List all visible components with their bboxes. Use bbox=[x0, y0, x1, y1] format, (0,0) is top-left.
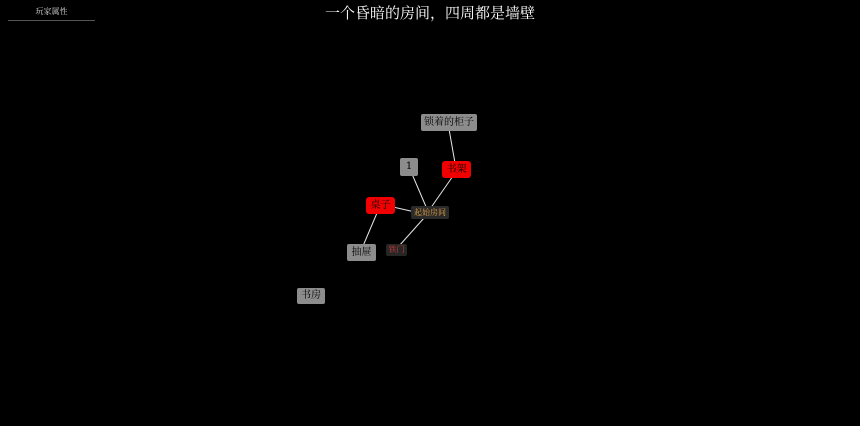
room-description: 一个昏暗的房间，四周都是墙壁 bbox=[324, 4, 535, 22]
link-start-room-to-one bbox=[412, 174, 427, 209]
link-bookshelf-to-locked-cabinet bbox=[449, 129, 455, 163]
node-start-room[interactable]: 起始房间 bbox=[411, 206, 449, 219]
link-start-room-to-bookshelf bbox=[430, 176, 453, 209]
link-start-room-to-door bbox=[399, 218, 424, 246]
node-table[interactable]: 桌子 bbox=[366, 197, 395, 214]
link-table-to-drawer bbox=[363, 213, 377, 246]
node-bookshelf[interactable]: 书架 bbox=[442, 161, 471, 178]
node-drawer[interactable]: 抽屉 bbox=[347, 244, 376, 261]
node-door[interactable]: 铁门 bbox=[386, 244, 407, 256]
node-study[interactable]: 书房 bbox=[297, 288, 325, 304]
node-locked-cabinet[interactable]: 锁着的柜子 bbox=[421, 114, 477, 131]
player-attributes-tab[interactable]: 玩家属性 bbox=[8, 4, 95, 21]
node-one[interactable]: 1 bbox=[400, 158, 418, 176]
